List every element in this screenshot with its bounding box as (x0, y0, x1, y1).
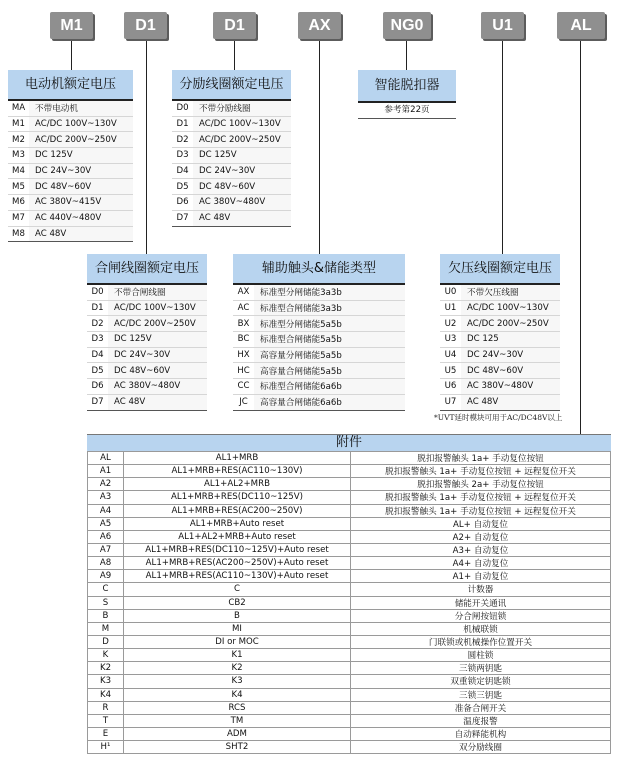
option-code: M1 (8, 116, 29, 132)
accessory-code: A8 (88, 557, 124, 570)
trip-unit-reference: 参考第22页 (358, 103, 456, 119)
option-description: DC 125V (29, 148, 133, 164)
accessory-row (88, 609, 611, 622)
option-description: 高容量合闸储能6a6b (254, 394, 405, 410)
aux-row (233, 285, 405, 300)
option-code: D3 (172, 148, 193, 164)
option-code: BX (233, 316, 254, 332)
trip-unit-panel (358, 70, 456, 119)
option-code: U4 (440, 347, 461, 363)
option-description: DC 24V~30V (461, 347, 560, 363)
connector-close (146, 41, 147, 254)
accessory-row (88, 491, 611, 504)
accessory-row (88, 504, 611, 517)
close-row (87, 300, 207, 316)
option-description: DC 48V~60V (108, 363, 207, 379)
option-description: AC/DC 100V~130V (193, 116, 291, 132)
connector-aux (319, 41, 320, 254)
accessory-description: 圆柱锁 (351, 649, 611, 662)
accessories-title: 附件 (87, 434, 611, 451)
accessory-description: 自动释能机构 (351, 727, 611, 740)
option-code: AC (233, 300, 254, 316)
option-code: D1 (172, 116, 193, 132)
option-description: AC/DC 200V~250V (108, 316, 207, 332)
motor-row (8, 179, 133, 195)
option-description: DC 24V~30V (29, 163, 133, 179)
option-code: AX (233, 285, 254, 300)
accessory-description: 脱扣报警触头 1a+ 手动复位按钮 + 远程复位开关 (351, 465, 611, 478)
accessories-panel (87, 434, 611, 754)
option-code: BC (233, 332, 254, 348)
accessories-table (87, 451, 611, 754)
accessory-code: A1 (88, 465, 124, 478)
option-description: DC 24V~30V (193, 163, 291, 179)
accessory-code: D (88, 635, 124, 648)
option-description: DC 125 (461, 332, 560, 348)
accessory-row (88, 675, 611, 688)
accessory-row (88, 478, 611, 491)
accessory-row (88, 741, 611, 754)
accessory-row (88, 543, 611, 556)
accessory-row (88, 465, 611, 478)
aux-contact-panel (233, 254, 405, 411)
accessory-description: AL+ 自动复位 (351, 517, 611, 530)
accessory-code: AL (88, 452, 124, 465)
accessory-code: T (88, 714, 124, 727)
option-code: D2 (87, 316, 108, 332)
shunt-row (172, 210, 291, 226)
option-description: 不带电动机 (29, 101, 133, 116)
accessory-code: E (88, 727, 124, 740)
uvt-row (440, 347, 560, 363)
option-code: JC (233, 394, 254, 410)
option-description: AC/DC 200V~250V (29, 132, 133, 148)
accessory-description: A4+ 自动复位 (351, 557, 611, 570)
aux-row (233, 394, 405, 410)
uvt-row (440, 394, 560, 410)
accessory-description: 机械联锁 (351, 622, 611, 635)
option-code: U5 (440, 363, 461, 379)
shunt-voltage-table (172, 101, 291, 227)
motor-row (8, 163, 133, 179)
uvt-footnote: *UVT延时模块可用于AC/DC48V以上 (434, 413, 563, 422)
close-coil-panel (87, 254, 207, 411)
motor-voltage-title: 电动机额定电压 (8, 70, 133, 99)
aux-row (233, 316, 405, 332)
option-description: AC 380V~415V (29, 195, 133, 211)
accessory-model: SHT2 (124, 741, 351, 754)
close-row (87, 394, 207, 410)
accessory-description: 储能开关通讯 (351, 596, 611, 609)
accessory-description: A2+ 自动复位 (351, 530, 611, 543)
accessory-description: 准备合闸开关 (351, 701, 611, 714)
connector-accessory (580, 41, 581, 434)
accessory-model: K1 (124, 649, 351, 662)
option-description: AC 380V~480V (108, 379, 207, 395)
option-code: M3 (8, 148, 29, 164)
option-description: AC 48V (108, 394, 207, 410)
motor-row (8, 132, 133, 148)
option-code: U2 (440, 316, 461, 332)
accessory-model: B (124, 609, 351, 622)
uvt-voltage-table (440, 285, 560, 411)
option-code: D1 (87, 300, 108, 316)
accessory-model: C (124, 583, 351, 596)
accessory-model: AL1+MRB+RES(DC110~125V)+Auto reset (124, 543, 351, 556)
motor-row (8, 195, 133, 211)
accessory-code: M (88, 622, 124, 635)
accessory-description: 计数器 (351, 583, 611, 596)
accessory-code: A4 (88, 504, 124, 517)
connector-shunt (234, 41, 235, 70)
option-description: AC 380V~480V (461, 379, 560, 395)
accessory-row (88, 570, 611, 583)
motor-row (8, 148, 133, 164)
accessory-code: A3 (88, 491, 124, 504)
option-code: D0 (87, 285, 108, 300)
option-description: AC 440V~480V (29, 210, 133, 226)
option-code: D5 (87, 363, 108, 379)
uvt-voltage-panel (440, 254, 560, 411)
uvt-row (440, 300, 560, 316)
option-description: DC 125V (193, 148, 291, 164)
shunt-row (172, 195, 291, 211)
accessory-description: 三锁三钥匙 (351, 688, 611, 701)
motor-voltage-panel (8, 70, 133, 242)
motor-row (8, 210, 133, 226)
accessory-code: A9 (88, 570, 124, 583)
accessory-row (88, 583, 611, 596)
close-row (87, 379, 207, 395)
option-description: 不带合闸线圈 (108, 285, 207, 300)
option-description: AC 380V~480V (193, 195, 291, 211)
accessory-model: AL1+AL2+MRB (124, 478, 351, 491)
accessory-model: RCS (124, 701, 351, 714)
accessory-row (88, 714, 611, 727)
option-code: M2 (8, 132, 29, 148)
connector-motor (71, 41, 72, 70)
option-code: M5 (8, 179, 29, 195)
option-description: 高容量分闸储能5a5b (254, 347, 405, 363)
aux-row (233, 300, 405, 316)
accessory-description: 双重锁定钥匙锁 (351, 675, 611, 688)
option-description: 标准型分闸储能5a5b (254, 316, 405, 332)
shunt-voltage-title: 分励线圈额定电压 (172, 70, 291, 99)
option-code: M8 (8, 226, 29, 242)
accessory-row (88, 517, 611, 530)
accessory-description: 脱扣报警触头 2a+ 手动复位按钮 (351, 478, 611, 491)
shunt-row (172, 163, 291, 179)
motor-row (8, 226, 133, 242)
option-code: D4 (172, 163, 193, 179)
accessory-model: K2 (124, 662, 351, 675)
aux-contact-title: 辅助触头&储能类型 (233, 254, 405, 283)
accessory-description: 门联锁或机械操作位置开关 (351, 635, 611, 648)
accessory-code: A6 (88, 530, 124, 543)
option-code: D6 (172, 195, 193, 211)
option-code: U1 (440, 300, 461, 316)
shunt-row (172, 148, 291, 164)
aux-contact-table (233, 285, 405, 411)
option-description: DC 48V~60V (193, 179, 291, 195)
option-description: 标准型合闸储能5a5b (254, 332, 405, 348)
option-description: DC 125V (108, 332, 207, 348)
option-description: DC 24V~30V (108, 347, 207, 363)
accessory-code: K4 (88, 688, 124, 701)
accessory-model: AL1+AL2+MRB+Auto reset (124, 530, 351, 543)
aux-row (233, 347, 405, 363)
option-description: 标准型合闸储能6a6b (254, 379, 405, 395)
close-coil-table (87, 285, 207, 411)
accessory-description: A3+ 自动复位 (351, 543, 611, 556)
accessory-description: 温度报警 (351, 714, 611, 727)
option-code: M7 (8, 210, 29, 226)
option-description: AC/DC 100V~130V (108, 300, 207, 316)
option-code: CC (233, 379, 254, 395)
accessory-description: 三锁两钥匙 (351, 662, 611, 675)
option-description: AC/DC 200V~250V (461, 316, 560, 332)
option-description: DC 48V~60V (461, 363, 560, 379)
accessory-row (88, 649, 611, 662)
accessory-model: AL1+MRB+RES(AC110~130V)+Auto reset (124, 570, 351, 583)
code-box-uvt: U1 (481, 12, 524, 39)
accessory-row (88, 688, 611, 701)
close-coil-title: 合闸线圈额定电压 (87, 254, 207, 283)
option-code: U6 (440, 379, 461, 395)
accessory-model: MI (124, 622, 351, 635)
option-code: D3 (87, 332, 108, 348)
accessory-row (88, 452, 611, 465)
uvt-row (440, 363, 560, 379)
motor-row (8, 116, 133, 132)
shunt-row (172, 101, 291, 116)
accessory-code: A2 (88, 478, 124, 491)
accessory-code: A5 (88, 517, 124, 530)
shunt-row (172, 132, 291, 148)
connector-trip (406, 41, 407, 70)
connector-uvt (502, 41, 503, 254)
motor-row (8, 101, 133, 116)
option-description: AC 48V (193, 210, 291, 226)
accessory-model: ADM (124, 727, 351, 740)
accessory-description: 脱扣报警触头 1a+ 手动复位按钮 + 远程复位开关 (351, 504, 611, 517)
code-box-aux: AX (298, 12, 341, 39)
aux-row (233, 332, 405, 348)
option-code: U7 (440, 394, 461, 410)
code-box-motor: M1 (50, 12, 93, 39)
accessory-model: DI or MOC (124, 635, 351, 648)
accessory-row (88, 662, 611, 675)
code-box-close: D1 (213, 12, 256, 39)
accessory-model: AL1+MRB+RES(AC110~130V) (124, 465, 351, 478)
accessory-code: H¹ (88, 741, 124, 754)
option-code: M4 (8, 163, 29, 179)
trip-unit-title: 智能脱扣器 (358, 70, 456, 101)
option-code: D0 (172, 101, 193, 116)
accessory-row (88, 557, 611, 570)
accessory-description: 脱扣报警触头 1a+ 手动复位按钮 (351, 452, 611, 465)
aux-row (233, 379, 405, 395)
option-code: D7 (87, 394, 108, 410)
accessory-code: B (88, 609, 124, 622)
option-description: AC/DC 100V~130V (461, 300, 560, 316)
option-description: AC/DC 200V~250V (193, 132, 291, 148)
close-row (87, 363, 207, 379)
accessory-model: AL1+MRB+RES(AC200~250V)+Auto reset (124, 557, 351, 570)
option-description: 不带分励线圈 (193, 101, 291, 116)
uvt-row (440, 285, 560, 300)
shunt-voltage-panel (172, 70, 291, 227)
option-code: M6 (8, 195, 29, 211)
accessory-code: C (88, 583, 124, 596)
shunt-row (172, 179, 291, 195)
option-description: AC/DC 100V~130V (29, 116, 133, 132)
code-box-trip: NG0 (383, 12, 431, 39)
accessory-description: A1+ 自动复位 (351, 570, 611, 583)
accessory-row (88, 635, 611, 648)
accessory-row (88, 530, 611, 543)
accessory-model: K4 (124, 688, 351, 701)
option-code: MA (8, 101, 29, 116)
accessory-row (88, 701, 611, 714)
code-box-shunt: D1 (124, 12, 167, 39)
accessory-model: AL1+MRB+Auto reset (124, 517, 351, 530)
option-description: DC 48V~60V (29, 179, 133, 195)
uvt-row (440, 379, 560, 395)
close-row (87, 316, 207, 332)
uvt-voltage-title: 欠压线圈额定电压 (440, 254, 560, 283)
aux-row (233, 363, 405, 379)
option-code: D5 (172, 179, 193, 195)
option-code: U0 (440, 285, 461, 300)
accessory-model: TM (124, 714, 351, 727)
option-description: 不带欠压线圈 (461, 285, 560, 300)
accessory-model: AL1+MRB+RES(DC110~125V) (124, 491, 351, 504)
accessory-code: K3 (88, 675, 124, 688)
accessory-model: AL1+MRB+RES(AC200~250V) (124, 504, 351, 517)
accessory-row (88, 727, 611, 740)
option-code: D2 (172, 132, 193, 148)
option-description: 标准型合闸储能3a3b (254, 300, 405, 316)
accessory-code: A7 (88, 543, 124, 556)
uvt-row (440, 332, 560, 348)
motor-voltage-table (8, 101, 133, 242)
option-description: AC 48V (461, 394, 560, 410)
uvt-row (440, 316, 560, 332)
accessory-model: AL1+MRB (124, 452, 351, 465)
close-row (87, 285, 207, 300)
accessory-code: R (88, 701, 124, 714)
code-box-accessory: AL (557, 12, 605, 39)
accessory-code: K (88, 649, 124, 662)
close-row (87, 332, 207, 348)
accessory-code: K2 (88, 662, 124, 675)
accessory-code: S (88, 596, 124, 609)
option-code: D6 (87, 379, 108, 395)
accessory-description: 分合闸按钮锁 (351, 609, 611, 622)
close-row (87, 347, 207, 363)
accessory-description: 脱扣报警触头 1a+ 手动复位按钮 + 远程复位开关 (351, 491, 611, 504)
option-code: U3 (440, 332, 461, 348)
accessory-row (88, 596, 611, 609)
accessory-model: K3 (124, 675, 351, 688)
option-description: AC 48V (29, 226, 133, 242)
accessory-model: CB2 (124, 596, 351, 609)
shunt-row (172, 116, 291, 132)
option-code: D7 (172, 210, 193, 226)
option-description: 标准型分闸储能3a3b (254, 285, 405, 300)
option-code: HX (233, 347, 254, 363)
accessory-description: 双分励线圈 (351, 741, 611, 754)
accessory-row (88, 622, 611, 635)
option-description: 高容量合闸储能5a5b (254, 363, 405, 379)
option-code: D4 (87, 347, 108, 363)
option-code: HC (233, 363, 254, 379)
